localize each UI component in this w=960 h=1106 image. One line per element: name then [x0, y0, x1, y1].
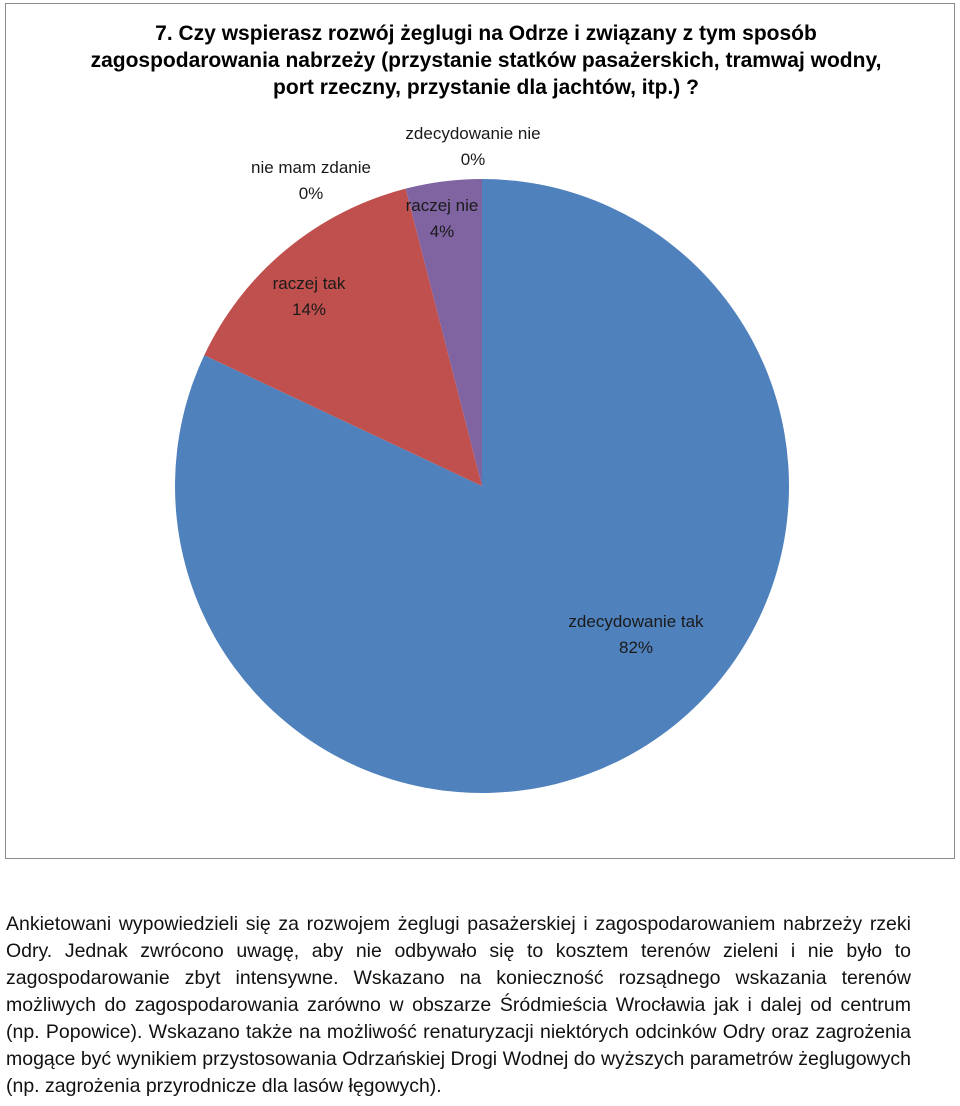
slice-percent-label: 0%	[298, 184, 324, 203]
pie-chart	[6, 4, 956, 860]
slice-label: nie mam zdanie	[250, 158, 372, 177]
summary-paragraph: Ankietowani wypowiedzieli się za rozwojem żeglugi pasażerskiej i zagospodarowaniem nabrzeży rzeki Odry. Jednak zwrócono uwagę, aby nie odbywało się to kosztem terenów zieleni i nie było to zagospodarowanie zbyt intensywne. Wskazano na konieczność rozsądnego wskazania terenów możliwych do zagospodarowania zarówno w obszarze Śródmieścia Wrocławia jak i dalej od centrum (np. Popowice). Wskazano także na możliwość renaturyzacji niektórych odcinków Odry oraz zagrożenia mogące być wynikiem przystosowania Odrzańskiej Drogi Wodnej do wyższych parametrów żeglugowych (np. zagrożenia przyrodnicze dla lasów łęgowych).	[6, 913, 911, 1097]
slice-percent-label: 4%	[429, 222, 455, 241]
slice-percent-label: 82%	[618, 638, 654, 657]
slice-percent-label: 14%	[291, 300, 327, 319]
chart-frame	[5, 3, 955, 859]
slice-label: zdecydowanie nie	[405, 124, 541, 143]
chart-title: 7. Czy wspierasz rozwój żeglugi na Odrze i związany z tym sposób zagospodarowania nabrzeży (przystanie statków pasażerskich, tramwaj wodny, port rzeczny, przystanie dla jachtów, itp.) ?	[90, 22, 882, 99]
slice-label: raczej tak	[272, 274, 346, 293]
slice-label: raczej nie	[405, 196, 479, 215]
slice-percent-label: 0%	[460, 150, 486, 169]
slice-label: zdecydowanie tak	[568, 612, 704, 631]
